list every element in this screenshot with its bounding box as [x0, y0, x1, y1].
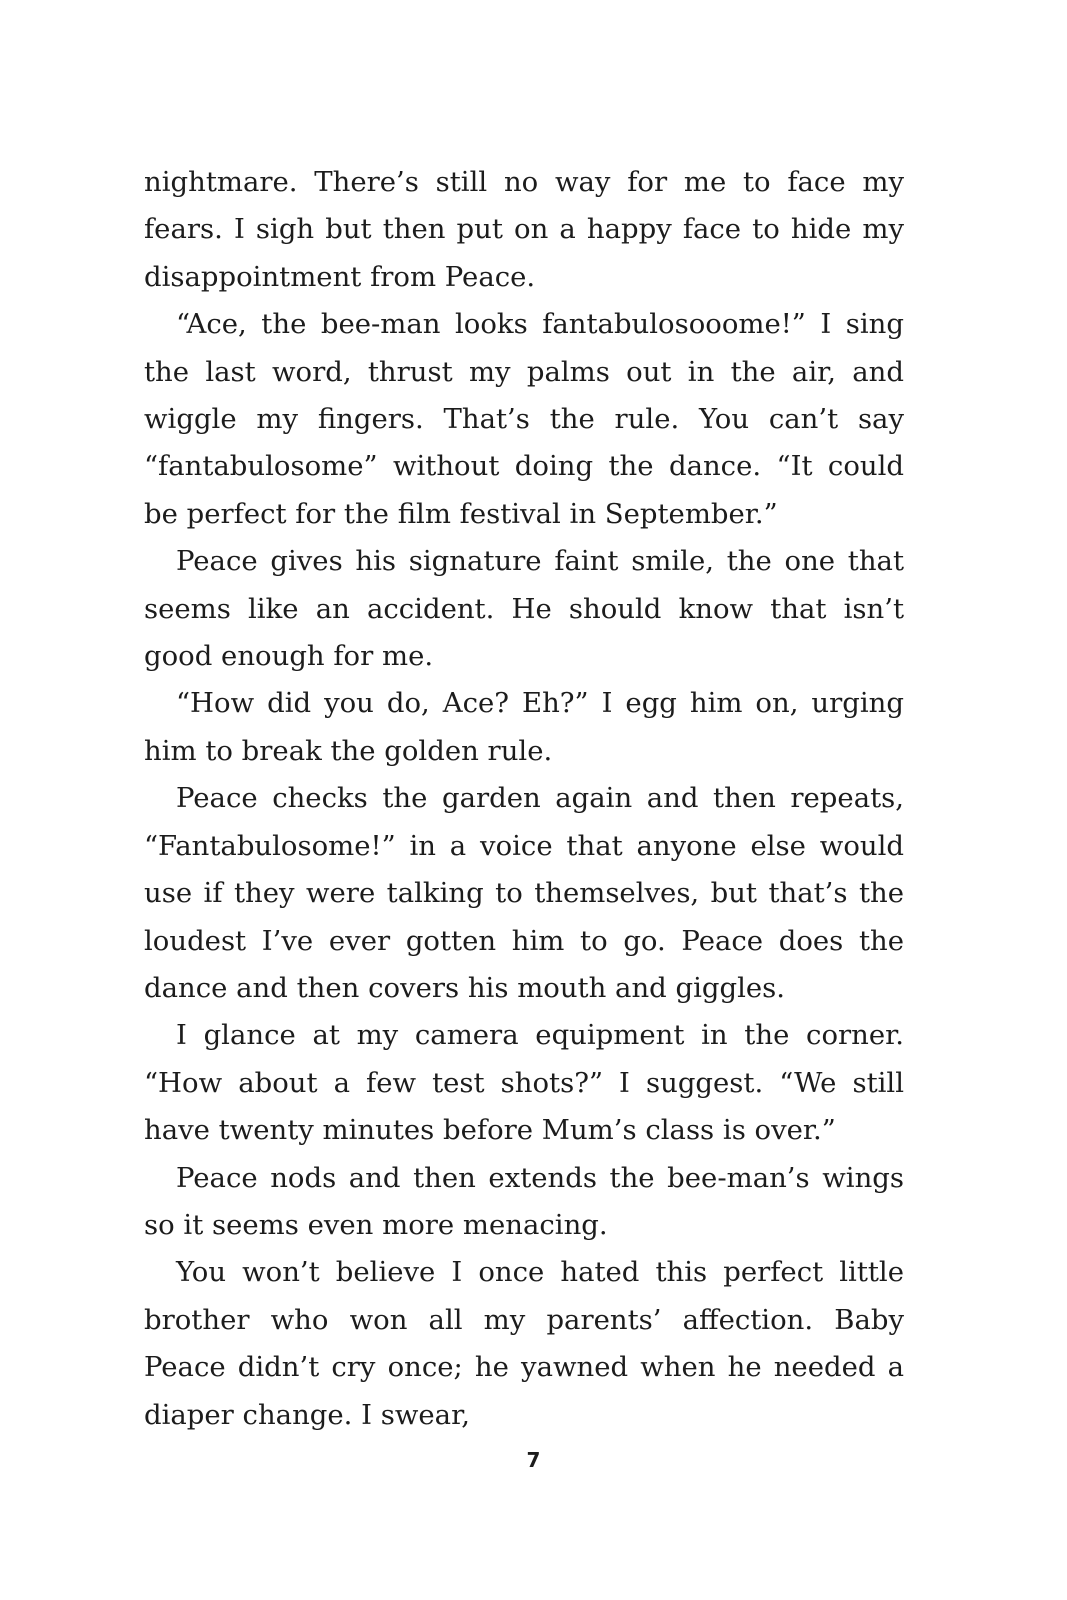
paragraph: Peace gives his signature faint smile, the one that seems like an accident. He should know that isn’t good enough for me. — [144, 545, 904, 673]
paragraph: “How did you do, Ace? Eh?” I egg him on, urging him to break the golden rule. — [144, 687, 904, 767]
paragraph: Peace nods and then extends the bee-man’s wings so it seems even more menacing. — [144, 1161, 904, 1241]
paragraph: You won’t believe I once hated this perfect little brother who won all my parents’ affection. Baby Peace didn’t cry once; he yawned when he needed a diaper change. I swear, — [144, 1256, 904, 1431]
paragraph: “Ace, the bee-man looks fantabulosooome!” I sing the last word, thrust my palms out in the air, and wiggle my fingers. That’s the rule. You can’t say “fantabulosome” without doing the dance. “It could be perfect for the film festival in September.” — [144, 308, 904, 530]
body-text — [144, 159, 904, 1439]
paragraph: I glance at my camera equipment in the corner. “How about a few test shots?” I suggest. “We still have twenty minutes before Mum’s class is over.” — [144, 1019, 904, 1147]
paragraph: Peace checks the garden again and then repeats, “Fantabulosome!” in a voice that anyone else would use if they were talking to themselves, but that’s the loudest I’ve ever gotten him to go. Peace does the dance and then covers his mouth and giggles. — [144, 782, 904, 1004]
page-number: 7 — [526, 1448, 541, 1472]
paragraph-continued: nightmare. There’s still no way for me to face my fears. I sigh but then put on a happy face to hide my disappointment from Peace. — [144, 166, 904, 293]
